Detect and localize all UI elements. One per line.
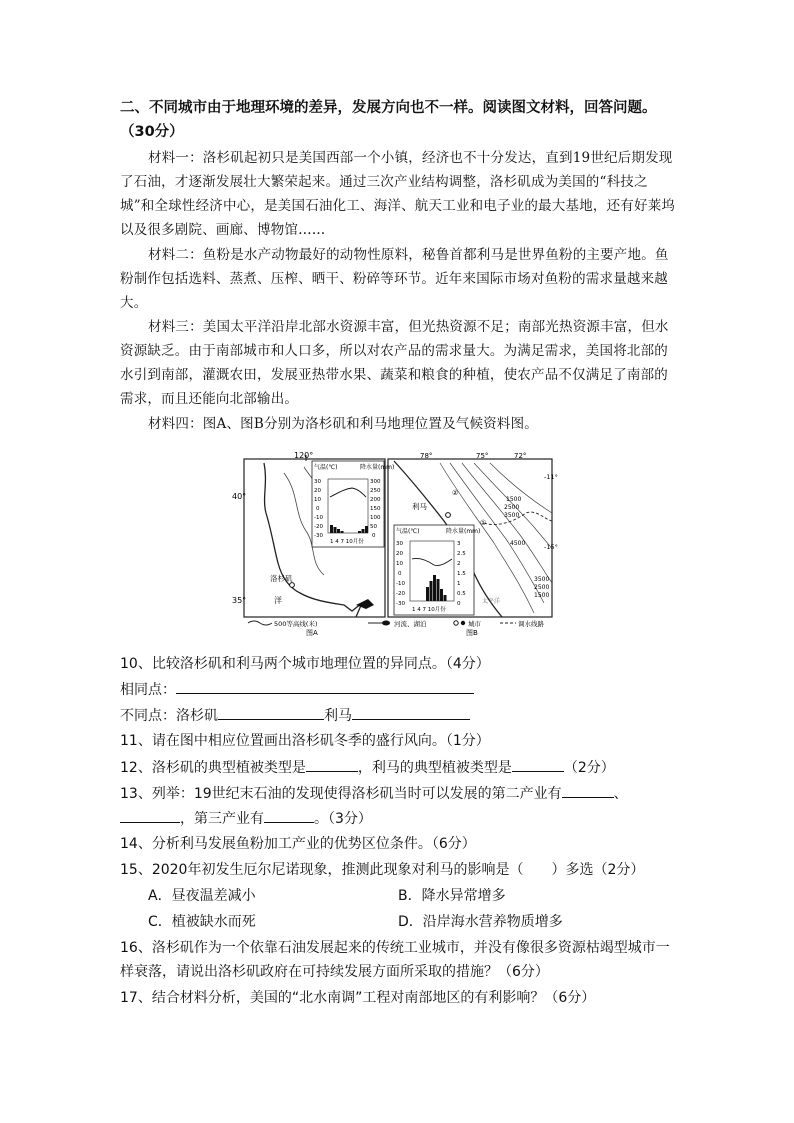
chart-b-precip-tick: 3 [457,541,461,547]
question-11: 11、请在图中相应位置画出洛杉矶冬季的盛行风向。（1分） [120,733,490,749]
chart-a-bar [334,527,337,533]
material-1: 材料一：洛杉矶起初只是美国西部一个小镇，经济也不十分发达，直到19世纪后期发现了石油，才逐渐发展壮大繁荣起来。通过三次产业结构调整，洛杉矶成为美国的“科技之城”和全球性经济中心，是美国石油化工、海洋、航天工业和电子业的最大基地，还有好莱坞以及很多剧院、画廊、博物馆…… [120,150,676,238]
legend-river: 河流、湖泊 [394,620,427,628]
chart-a-precip-tick: 250 [370,488,381,494]
chart-a-bar [341,531,344,533]
map-b-lon-78: 78° [420,452,433,460]
legend-city-icon-2 [461,621,465,625]
map-a-city: 洛杉矶 [270,574,293,583]
chart-b-precip-tick: 2 [457,561,461,567]
q12-part-c: （2分） [563,760,615,776]
map-b-contour-3500b: 3500 [534,576,550,583]
chart-b-precip-tick: 2.5 [457,551,466,557]
q15-option-c[interactable]: C．植被缺水而死 [148,914,256,930]
map-b-city-dot [446,513,451,518]
material-3: 材料三：美国太平洋沿岸北部水资源丰富，但光热资源不足；南部光热资源丰富，但水资源缺乏。由于南部城市和人口多，所以对农产品的需求量大。为满足需求，美国将北部的水引到南部，灌溉农田，发展亚热带水果、蔬菜和粮食的种植，使农产品不仅满足了南部的需求，而且还能向北部输出。 [120,319,669,407]
chart-b-temp-tick: -30 [396,601,405,607]
q13-part-a: 13、列举：19世纪末石油的发现使得洛杉矶当时可以发展的第二产业有 [120,786,562,802]
chart-b-bar [440,589,443,601]
map-b-city: 利马 [412,502,427,511]
chart-a-title-right: 降水量(mm) [360,464,395,471]
legend-city: 城市 [468,620,481,628]
chart-a-bar [365,526,368,533]
question-15: 15、2020年初发生厄尔尼诺现象，推测此现象对利马的影响是（ ）多选（2分） [120,862,645,878]
map-b-lon-72: 72° [514,452,527,460]
chart-a-temp-tick: -30 [314,533,323,539]
legend-city-icon [454,621,458,625]
q10-diff-label: 不同点：洛杉矶 [120,708,218,724]
chart-a-temp-tick: 0 [316,506,320,512]
map-a-lon: 120° [294,451,314,460]
chart-b-temp-tick: 0 [398,571,402,577]
map-b-contour-3500: 3500 [504,512,520,519]
map-b-contour-1500b: 1500 [534,592,550,599]
map-b-contour-2500b: 2500 [534,584,550,591]
chart-b-temp-tick: 30 [396,541,403,547]
chart-a-precip-tick: 0 [372,533,376,539]
legend-lake-icon [382,621,390,626]
chart-b-bar [426,587,429,601]
chart-a-temp-tick: -20 [314,524,323,530]
legend-contour: 500等高线(米) [274,620,318,628]
chart-a-precip-tick: 100 [370,515,381,521]
q15-option-d[interactable]: D．沿岸海水营养物质增多 [398,914,563,930]
chart-b-bar [430,581,433,601]
question-10: 10、比较洛杉矶和利马两个城市地理位置的异同点。（4分） [120,656,490,672]
map-a-lat-40: 40° [232,492,247,501]
map-a-lat-35: 35° [232,596,247,605]
map-b-lon-75: 75° [476,452,489,460]
chart-b-bar [444,595,447,601]
chart-b-precip-tick: 0 [457,601,461,607]
map-a-caption: 图A [306,629,318,637]
q12-part-a: 12、洛杉矶的典型植被类型是 [120,760,306,776]
material-4: 材料四：图A、图B分别为洛杉矶和利马地理位置及气候资料图。 [148,416,538,432]
map-b-contour-1500: 1500 [506,496,522,503]
chart-b-precip-tick: 0.5 [457,591,466,597]
q10-lima-blank[interactable] [352,703,470,720]
q13-part-b: 、 [613,786,628,802]
q12-la-blank[interactable] [306,755,358,772]
map-b-sea: 太平洋 [482,598,501,605]
figure-maps [232,451,559,643]
material-2: 材料二：鱼粉是水产动物最好的动物性原料，秘鲁首都利马是世界鱼粉的主要产地。鱼粉制作包括选料、蒸煮、压榨、晒干、粉碎等环节。近年来国际市场对鱼粉的需求量越来越大。 [120,247,669,311]
question-14: 14、分析利马发展鱼粉加工产业的优势区位条件。（6分） [120,836,476,852]
chart-b-precip-tick: 1 [457,581,461,587]
chart-a-months: 1 4 7 10月份 [330,539,364,545]
question-10-diff [120,703,680,728]
chart-a-temp-tick: 30 [314,479,321,485]
chart-a-precip-tick: 150 [370,506,381,512]
chart-a-title-left: 气温(℃) [314,464,338,471]
question-10-same [120,677,680,702]
q13-blank-1[interactable] [562,781,614,798]
map-a-city-dot [290,583,295,588]
section-title: 二、不同城市由于地理环境的差异，发展方向也不一样。阅读图文材料，回答问题。（30分） [120,100,657,140]
q13-blank-3[interactable] [264,806,314,823]
chart-a-temp-tick: 20 [314,488,321,494]
q13-blank-2[interactable] [120,806,180,823]
q10-same-label: 相同点： [120,682,176,698]
chart-b-precip-tick: 1.5 [457,571,466,577]
q10-la-blank[interactable] [218,703,324,720]
chart-b-bar [437,579,440,601]
figure-svg [232,451,559,643]
map-b-caption: 图B [466,629,478,637]
q13-part-c: ，第三产业有 [180,811,264,827]
chart-a-bar [358,531,361,533]
legend-contour-icon [248,621,272,625]
question-16: 16、洛杉矶作为一个依靠石油发展起来的传统工业城市，并没有像很多资源枯竭型城市一样衰落，请说出洛杉矶政府在可持续发展方面所采取的措施？（6分） [120,940,670,980]
q15-option-b[interactable]: B．降水异常增多 [398,888,506,904]
chart-b-temp-tick: 10 [396,561,403,567]
chart-a-precip-tick: 200 [370,497,381,503]
question-17: 17、结合材料分析，美国的“北水南调”工程对南部地区的有利影响？（6分） [120,990,596,1006]
map-b-lat-11: -11° [544,473,558,481]
map-b-lat-15: -15° [544,543,558,551]
chart-b-temp-tick: -10 [396,581,405,587]
map-b-marker-2: ② [452,489,459,497]
chart-b-title-right: 降水量(mm) [446,528,481,535]
chart-a-bar [362,529,365,533]
legend-route: 调水线路 [518,620,544,628]
chart-a-bar [330,525,333,533]
chart-b-months: 1 4 7 10月份 [412,607,446,613]
chart-b-temp-tick: -20 [396,591,405,597]
chart-a-bar [337,529,340,533]
chart-b-bar [433,575,436,601]
q13-part-d: 。（3分） [314,811,372,827]
chart-b-temp-tick: 20 [396,551,403,557]
q15-option-a[interactable]: A．昼夜温差减小 [148,888,256,904]
q10-same-blank[interactable] [176,677,474,694]
q12-lima-blank[interactable] [512,755,564,772]
map-a-sea: 洋 [274,596,282,605]
chart-a-precip-tick: 50 [370,524,377,530]
chart-a-precip-tick: 300 [370,479,381,485]
q10-lima-label: 利马 [324,708,352,724]
map-b-contour-2500: 2500 [504,504,520,511]
chart-a-temp-tick: 10 [314,497,321,503]
q12-part-b: ，利马的典型植被类型是 [357,760,512,776]
map-b-marker-1: ① [480,519,487,527]
question-12 [120,755,680,780]
map-b-contour-4500: 4500 [510,540,526,547]
chart-b-title-left: 气温(℃) [396,528,420,535]
question-13 [120,781,680,831]
chart-a-temp-tick: -10 [314,515,323,521]
chart-b-frame [394,525,474,615]
